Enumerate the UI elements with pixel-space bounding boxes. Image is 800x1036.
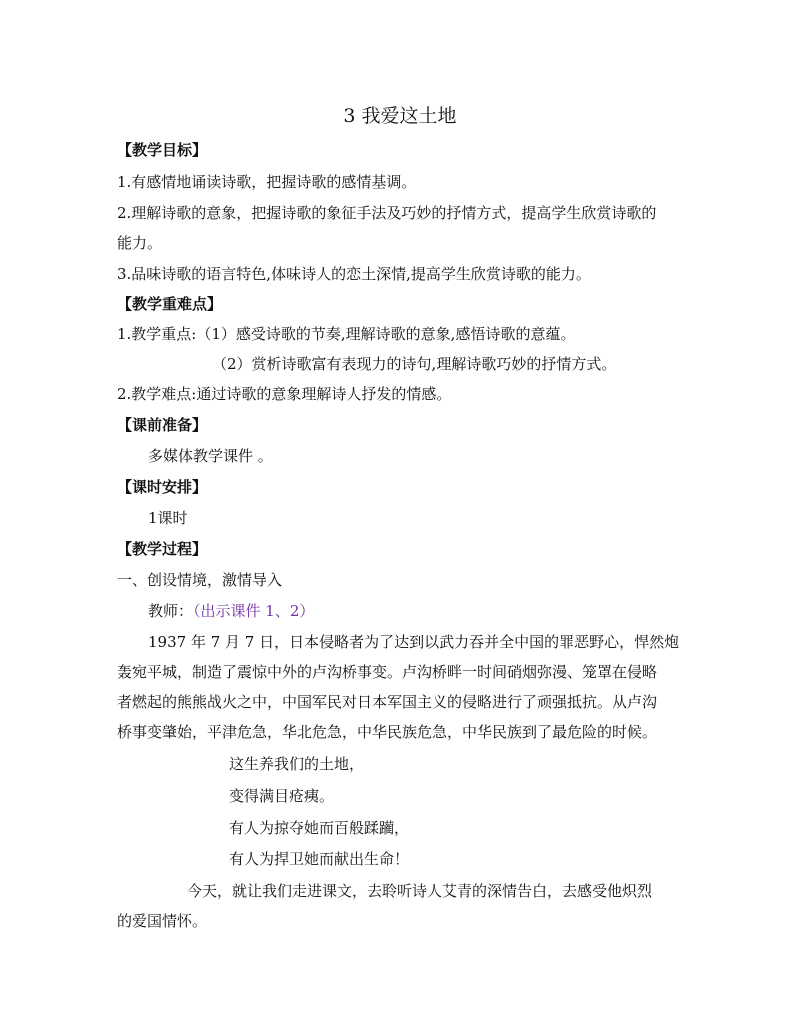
- teaching-focus-1: 1.教学重点:（1）感受诗歌的节奏,理解诗歌的意象,感悟诗歌的意蕴。: [117, 325, 576, 343]
- intro-paragraph-line-1: 1937 年 7 月 7 日，日本侵略者为了达到以武力吞并全中国的罪恶野心，悍然炮: [148, 633, 680, 651]
- closing-paragraph-line-1: 今天，就让我们走进课文，去聆听诗人艾青的深情告白，去感受他炽烈: [187, 882, 653, 900]
- process-heading: 【教学过程】: [117, 540, 208, 558]
- intro-paragraph-line-3: 者燃起的熊熊战火之中，中国军民对日本军国主义的侵略进行了顽强抵抗。从卢沟: [117, 693, 658, 711]
- lesson-title: 3 我爱这土地: [343, 105, 457, 127]
- closing-paragraph-line-2: 的爱国情怀。: [117, 912, 208, 930]
- goal-item-2-cont: 能力。: [117, 234, 163, 252]
- poem-line-3: 有人为掠夺她而百般蹂躏，: [229, 819, 410, 837]
- key-points-heading: 【教学重难点】: [117, 295, 223, 313]
- preparation-heading: 【课前准备】: [117, 416, 208, 434]
- teacher-line: [148, 601, 314, 621]
- schedule-content: 1课时: [148, 509, 188, 527]
- schedule-heading: 【课时安排】: [117, 478, 208, 496]
- goal-item-1: 1.有感情地诵读诗歌，把握诗歌的感情基调。: [117, 173, 417, 191]
- poem-line-4: 有人为捍卫她而献出生命！: [229, 850, 410, 868]
- intro-paragraph-line-4: 桥事变肇始，平津危急，华北危急，中华民族危急，中华民族到了最危险的时候。: [117, 723, 658, 741]
- poem-line-1: 这生养我们的土地，: [229, 755, 365, 773]
- intro-paragraph-line-2: 轰宛平城，制造了震惊中外的卢沟桥事变。卢沟桥畔一时间硝烟弥漫、笼罩在侵略: [117, 663, 658, 681]
- teacher-label: 教师：: [148, 602, 194, 620]
- goals-heading: 【教学目标】: [117, 141, 208, 159]
- poem-line-2: 变得满目疮痍。: [229, 787, 335, 805]
- teacher-note: （出示课件 1、2）: [193, 602, 315, 620]
- goal-item-2: 2.理解诗歌的意象，把握诗歌的象征手法及巧妙的抒情方式，提高学生欣赏诗歌的: [117, 204, 657, 222]
- goal-item-3: 3.品味诗歌的语言特色,体味诗人的恋土深情,提高学生欣赏诗歌的能力。: [117, 265, 591, 283]
- preparation-content: 多媒体教学课件 。: [148, 447, 273, 465]
- section-1-heading: 一、创设情境，激情导入: [117, 571, 283, 589]
- teaching-difficulty: 2.教学难点:通过诗歌的意象理解诗人抒发的情感。: [117, 385, 452, 403]
- teaching-focus-2: （2）赏析诗歌富有表现力的诗句,理解诗歌巧妙的抒情方式。: [212, 355, 617, 373]
